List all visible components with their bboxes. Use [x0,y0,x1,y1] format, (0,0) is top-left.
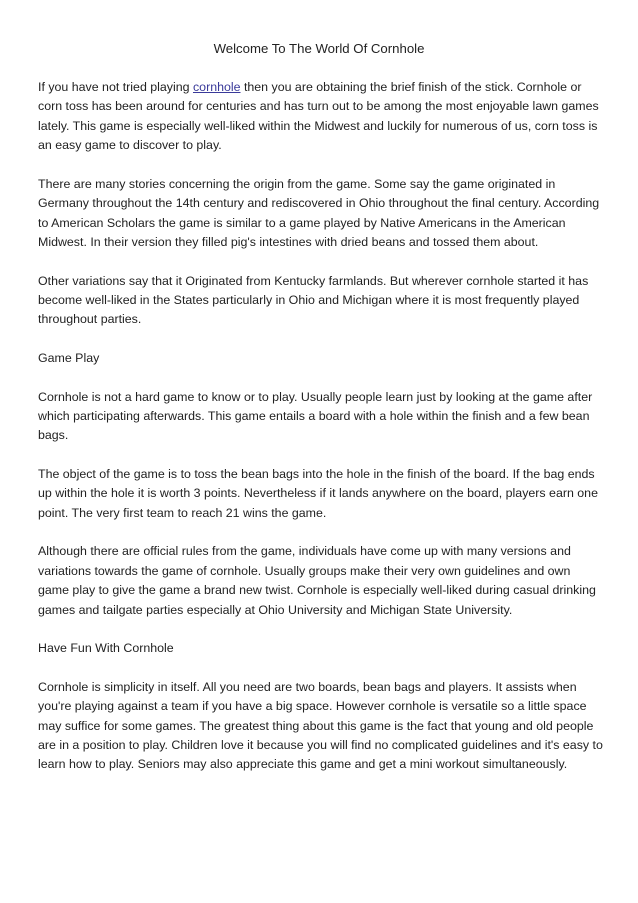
cornhole-link[interactable]: cornhole [192,80,241,94]
intro-text-after-link: then you are obtaining the brief finish of the stick. Cornhole or corn toss has been around for centuries and has turn out to be among the most enjoyable lawn games lately. This game is especially well-liked within the Midwest and luckily for numerous of us, corn toss is an easy game to discover to play. [38,80,599,153]
simplicity-paragraph: Cornhole is simplicity in itself. All you need are two boards, bean bags and players. It assists when you're playing against a team if you have a big space. However cornhole is versatile so a little space may suffice for some games. The greatest thing about this game is the fact that young and old people are in a position to play. Children love it because you will find no complicated guidelines and it's easy to learn how to play. Seniors may also appreciate this game and get a mini workout simultaneously. [38,679,603,772]
have-fun-heading: Have Fun With Cornhole [38,641,174,656]
rules-paragraph: Although there are official rules from the game, individuals have come up with many versions and variations towards the game of cornhole. Usually groups make their very own guidelines and own game play to give the game a brand new twist. Cornhole is especially well-liked during casual drinking games and tailgate parties especially at Ohio University and Michigan State University. [38,544,596,617]
document-title: Welcome To The World Of Cornhole [213,41,425,56]
document-body [38,78,604,794]
variations-paragraph: Other variations say that it Originated from Kentucky farmlands. But wherever cornhole started it has become well-liked in the States particularly in Ohio and Michigan where it is most frequently played throughout parties. [38,273,589,327]
game-play-heading: Game Play [38,351,100,366]
game-play-paragraph: Cornhole is not a hard game to know or to play. Usually people learn just by looking at the game after which participating afterwards. This game entails a board with a hole within the finish and a few bean bags. [38,389,593,443]
intro-paragraph [38,78,604,156]
origin-paragraph: There are many stories concerning the origin from the game. Some say the game originated in Germany throughout the 14th century and rediscovered in Ohio throughout the final century. According to American Scholars the game is similar to a game played by Native Americans in the American Midwest. In their version they filled pig's intestines with dried beans and tossed them about. [38,176,600,250]
intro-text-before-link: If you have not tried playing [38,80,193,94]
game-object-paragraph: The object of the game is to toss the bean bags into the hole in the finish of the board. If the bag ends up within the hole it is worth 3 points. Nevertheless if it lands anywhere on the board, players earn one point. The very first team to reach 21 wins the game. [38,467,598,520]
